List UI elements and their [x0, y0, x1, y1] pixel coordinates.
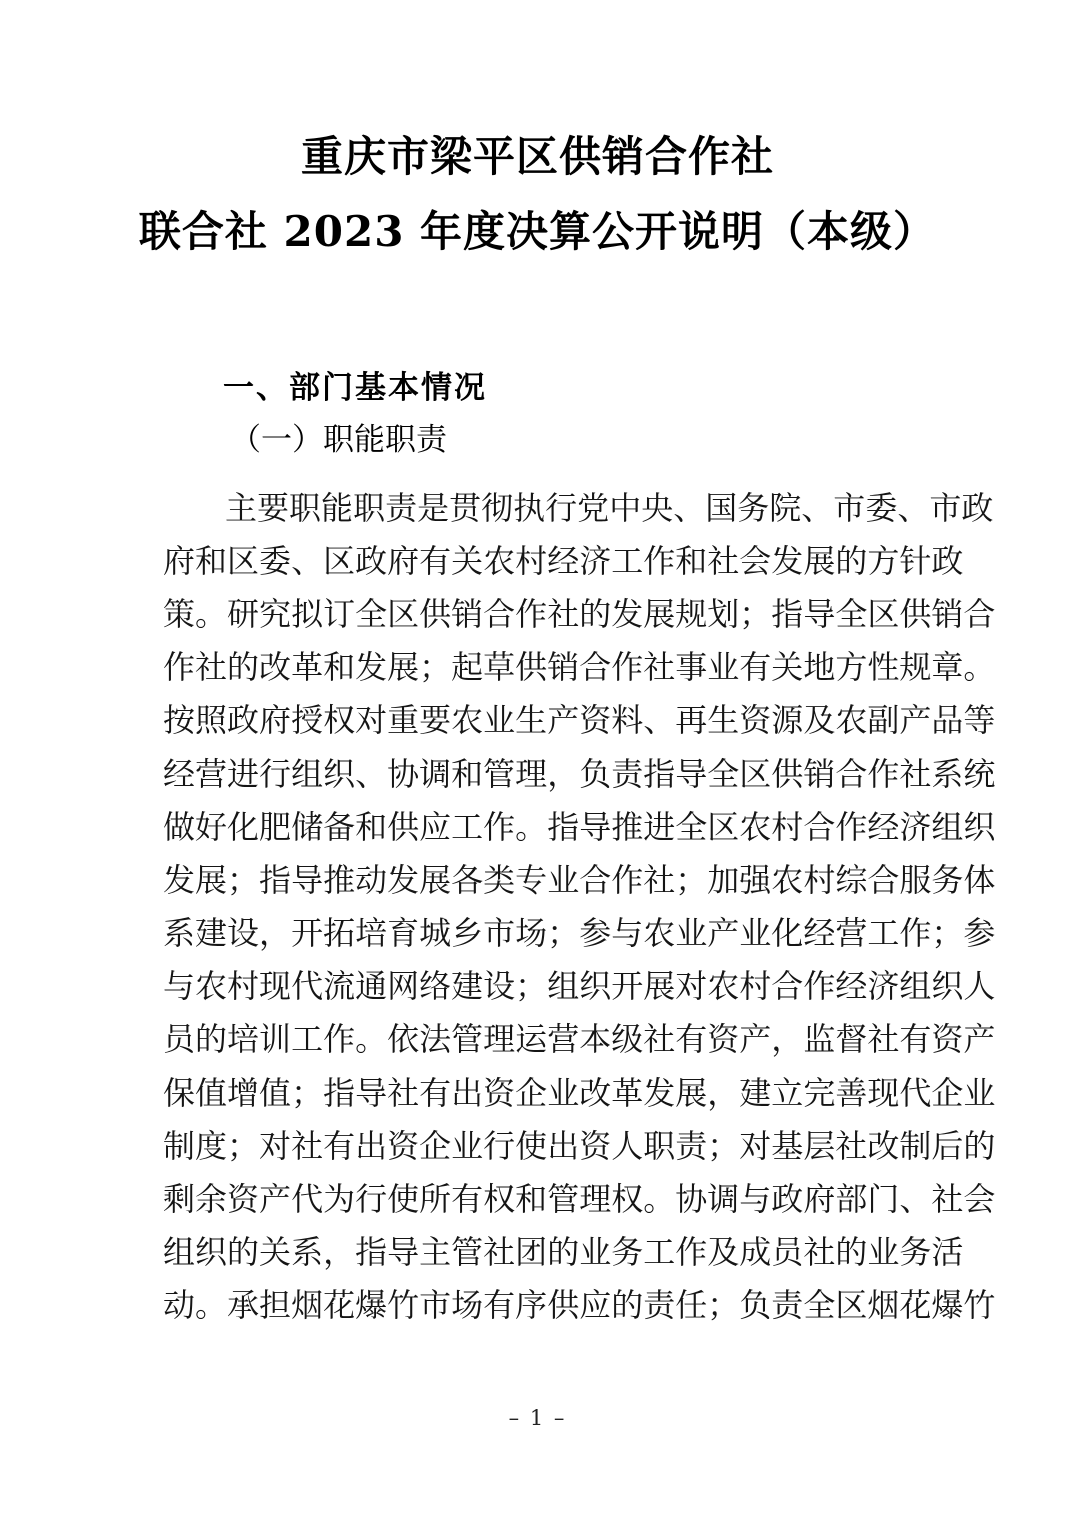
body-line: 经 营 进 行 组 织 、 协 调 和 管 理 ， 负 责 指 导 全 区 供 销 合 作 社 系 统: [163, 754, 996, 793]
document-title-line-2: 联合社 2023 年度决算公开说明（本级）: [138, 207, 937, 256]
body-line: 系 建 设 ， 开 拓 培 育 城 乡 市 场 ； 参 与 农 业 产 业 化 经 营 工 作 ； 参: [163, 914, 996, 953]
body-line: 作 社 的 改 革 和 发 展 ； 起 草 供 销 合 作 社 事 业 有 关 地 方 性 规 章 。: [163, 648, 996, 687]
body-line: 剩 余 资 产 代 为 行 使 所 有 权 和 管 理 权 。 协 调 与 政 府 部 门 、 社 会: [163, 1180, 996, 1219]
body-line: 策 。 研 究 拟 订 全 区 供 销 合 作 社 的 发 展 规 划 ； 指 导 全 区 供 销 合: [163, 594, 996, 633]
subsection-heading: （一）职能职责: [230, 422, 447, 458]
body-line: 制 度 ； 对 社 有 出 资 企 业 行 使 出 资 人 职 责 ； 对 基 层 社 改 制 后 的: [163, 1126, 996, 1165]
body-line: 做 好 化 肥 储 备 和 供 应 工 作 。 指 导 推 进 全 区 农 村 合 作 经 济 组 织: [163, 807, 996, 846]
body-line: 员 的 培 训 工 作 。 依 法 管 理 运 营 本 级 社 有 资 产 ， 监 督 社 有 资 产: [163, 1020, 996, 1059]
body-line: 动 。 承 担 烟 花 爆 竹 市 场 有 序 供 应 的 责 任 ； 负 责 全 区 烟 花 爆 竹: [163, 1286, 996, 1325]
body-line: 主 要 职 能 职 责 是 贯 彻 执 行 党 中 央 、 国 务 院 、 市 委 、 市 政: [225, 488, 994, 527]
body-line: 府 和 区 委 、 区 政 府 有 关 农 村 经 济 工 作 和 社 会 发 展 的 方 针 政: [163, 541, 964, 580]
body-line: 发 展 ； 指 导 推 动 发 展 各 类 专 业 合 作 社 ； 加 强 农 村 综 合 服 务 体: [163, 860, 996, 899]
body-line: 与 农 村 现 代 流 通 网 络 建 设 ； 组 织 开 展 对 农 村 合 作 经 济 组 织 人: [163, 967, 996, 1006]
body-line: 组 织 的 关 系 ， 指 导 主 管 社 团 的 业 务 工 作 及 成 员 社 的 业 务 活: [163, 1233, 964, 1272]
body-line: 按 照 政 府 授 权 对 重 要 农 业 生 产 资 料 、 再 生 资 源 及 农 副 产 品 等: [163, 701, 996, 740]
page-number: – 1 –: [508, 1406, 567, 1430]
body-line: 保 值 增 值 ； 指 导 社 有 出 资 企 业 改 革 发 展 ， 建 立 完 善 现 代 企 业: [163, 1073, 996, 1112]
document-title-line-1: 重庆市梁平区供销合作社: [300, 132, 774, 181]
body-paragraph: [163, 479, 996, 1330]
section-heading: 一、部门基本情况: [223, 370, 487, 406]
